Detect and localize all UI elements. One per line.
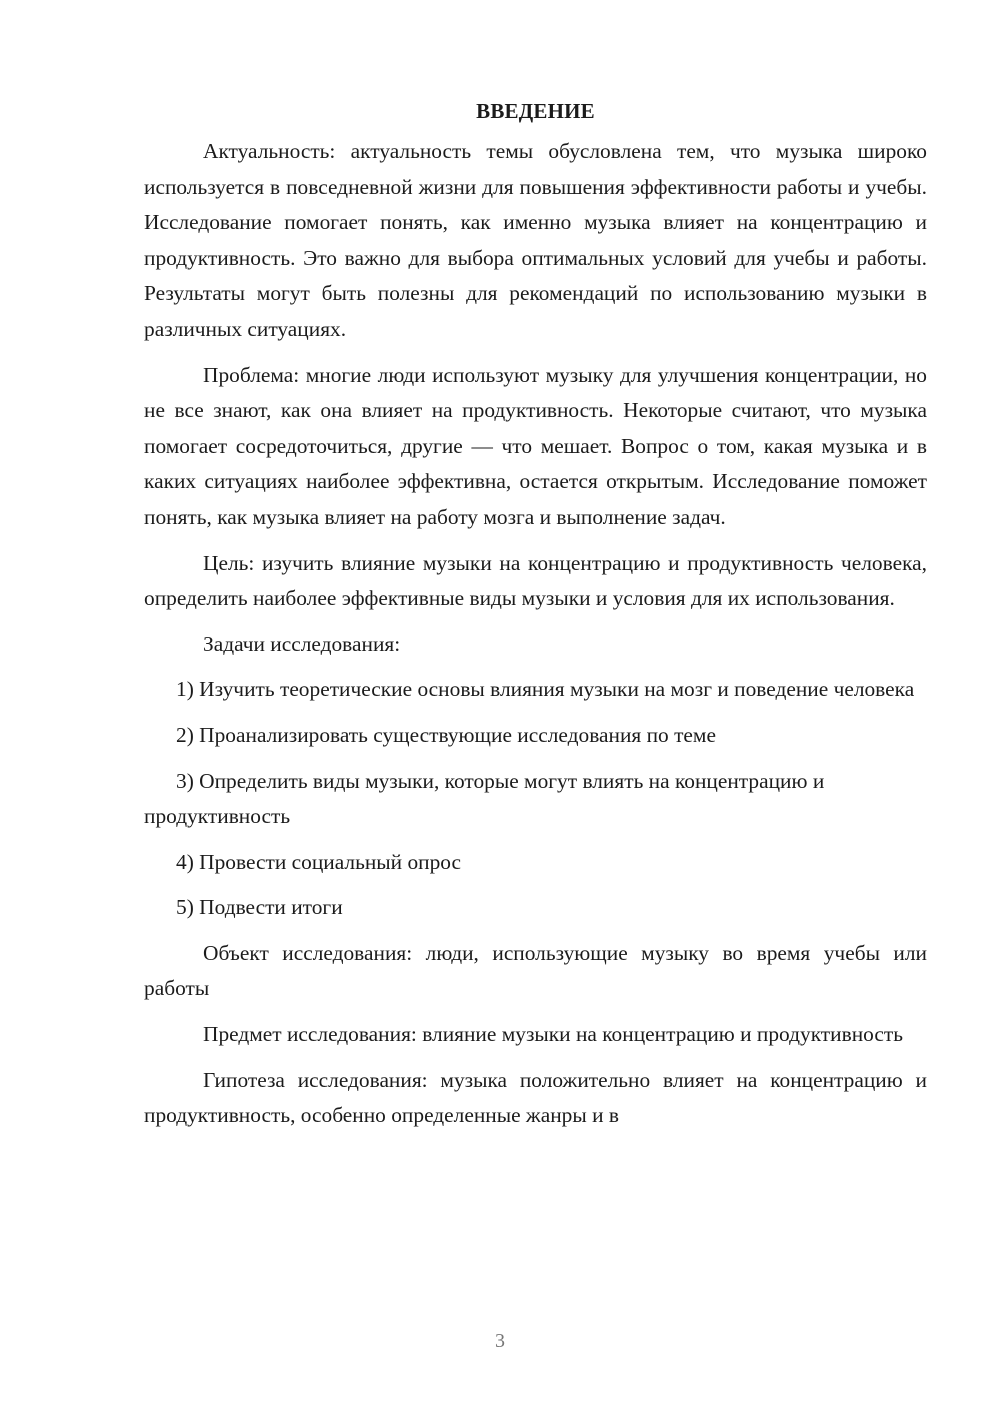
- document-body: [144, 94, 927, 1144]
- tasks-heading: Задачи исследования:: [203, 631, 401, 656]
- task-item: 1) Изучить теоретические основы влияния музыки на мозг и поведение человека: [176, 677, 915, 702]
- task-item: 3) Определить виды музыки, которые могут влиять на концентрацию и продуктивность: [144, 768, 825, 829]
- goal-paragraph: Цель: изучить влияние музыки на концентрацию и продуктивность человека, определить наиболее эффективные виды музыки и условия для их использования.: [144, 550, 927, 611]
- page-number: 3: [495, 1330, 505, 1352]
- relevance-paragraph: Актуальность: актуальность темы обусловлена тем, что музыка широко используется в повседневной жизни для повышения эффективности работы и учебы. Исследование помогает понять, как именно музыка влияет на концентрацию и продуктивность. Это важно для выбора оптимальных условий для учебы и работы. Результаты могут быть полезны для рекомендаций по использованию музыки в различных ситуациях.: [144, 139, 927, 341]
- object-paragraph: Объект исследования: люди, использующие музыку во время учебы или работы: [144, 940, 927, 1001]
- section-title: ВВЕДЕНИЕ: [476, 99, 595, 123]
- hypothesis-paragraph: Гипотеза исследования: музыка положительно влияет на концентрацию и продуктивность, особенно определенные жанры и в: [144, 1067, 927, 1128]
- subject-paragraph: Предмет исследования: влияние музыки на концентрацию и продуктивность: [203, 1022, 903, 1047]
- task-item: 4) Провести социальный опрос: [176, 849, 462, 874]
- task-item: 5) Подвести итоги: [176, 895, 343, 920]
- task-item: 2) Проанализировать существующие исследования по теме: [176, 722, 716, 747]
- problem-paragraph: Проблема: многие люди используют музыку для улучшения концентрации, но не все знают, как она влияет на продуктивность. Некоторые считают, что музыка помогает сосредоточиться, другие — что мешает. Вопрос о том, какая музыка и в каких ситуациях наиболее эффективна, остается открытым. Исследование поможет понять, как музыка влияет на работу мозга и выполнение задач.: [144, 362, 927, 529]
